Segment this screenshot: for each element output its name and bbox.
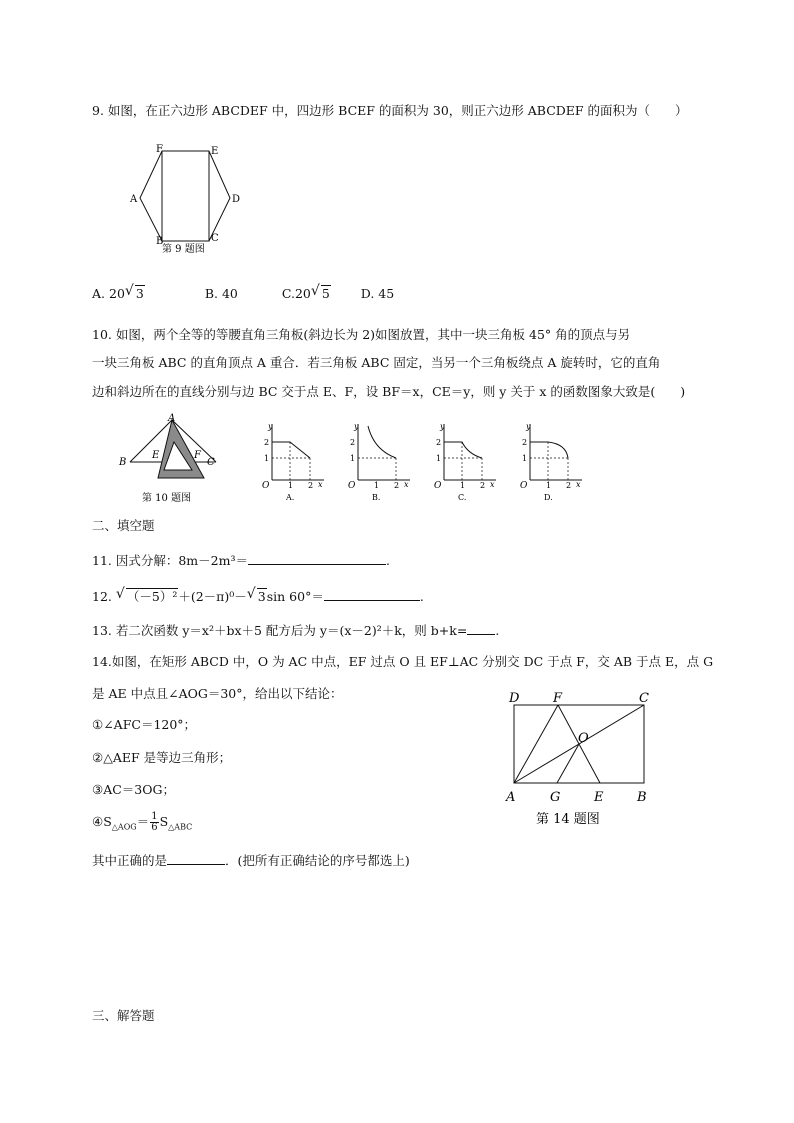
- q10-line3: 边和斜边所在的直线分别与边 BC 交于点 E、F，设 BF＝x，CE＝y，则 y 关于 x 的函数图象大致是( ): [92, 384, 686, 399]
- q14-answer-line: 其中正确的是 ．(把所有正确结论的序号都选上): [92, 853, 410, 868]
- option-b[interactable]: B. 40: [204, 286, 238, 301]
- svg-text:1: 1: [546, 481, 552, 490]
- label-e: E: [152, 450, 160, 461]
- section-2-heading: 二、填空题: [92, 518, 155, 533]
- q11-answer-blank[interactable]: [248, 552, 386, 565]
- q14-conclusion-1: ①∠AFC＝120°；: [92, 717, 197, 732]
- svg-text:F: F: [553, 692, 563, 706]
- svg-text:D: D: [509, 692, 520, 706]
- svg-text:x: x: [318, 480, 323, 489]
- graph-d-label: D.: [544, 493, 553, 502]
- q11: 11. 因式分解：8m－2m³＝ .: [92, 553, 390, 568]
- label-c: C: [207, 457, 215, 468]
- svg-text:C: C: [639, 692, 649, 706]
- svg-text:E: E: [594, 790, 604, 805]
- q14-conclusion-2: ②△AEF 是等边三角形；: [92, 750, 232, 765]
- graph-c-label: C.: [458, 493, 467, 502]
- svg-text:2: 2: [522, 438, 528, 447]
- q10-triangles-figure: [116, 412, 228, 504]
- graph-a-label: A.: [286, 493, 295, 502]
- option-c[interactable]: C.20 √ 5: [281, 283, 330, 301]
- label-b: B: [156, 236, 164, 247]
- graph-b-label: B.: [372, 493, 381, 502]
- label-d: D: [232, 194, 241, 205]
- svg-text:x: x: [490, 480, 495, 489]
- q10-graph-a[interactable]: [258, 420, 328, 502]
- q10-line1: 10. 如图，两个全等的等腰直角三角板(斜边长为 2)如图放置，其中一块三角板 45° 角的顶点与另: [92, 327, 631, 342]
- svg-text:O: O: [262, 481, 270, 491]
- q14-conclusion-3: ③AC＝3OG；: [92, 782, 175, 797]
- svg-text:y: y: [354, 422, 359, 431]
- svg-text:G: G: [550, 790, 561, 805]
- q13-answer-blank[interactable]: [467, 622, 495, 635]
- segment-af: [514, 705, 558, 783]
- option-d[interactable]: D. 45: [360, 286, 395, 301]
- svg-text:1: 1: [460, 481, 466, 490]
- svg-text:1: 1: [522, 454, 528, 463]
- hexagon-shape: [140, 151, 230, 241]
- svg-text:2: 2: [264, 438, 270, 447]
- svg-text:O: O: [578, 731, 589, 746]
- q14-caption: 第 14 题图: [536, 812, 600, 827]
- label-c: C: [211, 233, 219, 244]
- svg-text:x: x: [404, 480, 409, 489]
- label-b: B: [119, 457, 127, 468]
- svg-text:x: x: [576, 480, 581, 489]
- q14-rectangle-figure: [500, 692, 660, 832]
- section-3-heading: 三、解答题: [92, 1008, 155, 1023]
- svg-text:1: 1: [288, 481, 294, 490]
- svg-text:1: 1: [436, 454, 442, 463]
- svg-text:O: O: [348, 481, 356, 491]
- q9-hexagon-figure: [126, 140, 246, 258]
- svg-text:1: 1: [374, 481, 380, 490]
- svg-text:A: A: [506, 790, 516, 805]
- q14-answer-blank[interactable]: [167, 852, 225, 865]
- q10-graph-d[interactable]: [516, 420, 586, 502]
- svg-text:2: 2: [436, 438, 442, 447]
- q10-graph-b[interactable]: [344, 420, 414, 502]
- q14-conclusion-4: $④S_{\triangle AOG}=$ $\frac{1}{6}$ $S_{\triangle ABC}$: [92, 811, 193, 833]
- q10-line2: 一块三角板 ABC 的直角顶点 A 重合．若三角板 ABC 固定，当另一个三角板绕点 A 旋转时，它的直角: [92, 355, 661, 370]
- label-f: F: [194, 450, 201, 461]
- q9-options: [92, 283, 395, 302]
- option-a[interactable]: A. 20 √ 3: [92, 283, 144, 301]
- svg-text:2: 2: [350, 438, 356, 447]
- svg-text:1: 1: [350, 454, 356, 463]
- q9-caption: 第 9 题图: [162, 244, 205, 255]
- svg-text:1: 1: [264, 454, 270, 463]
- q12-answer-blank[interactable]: [324, 588, 420, 601]
- svg-text:B: B: [637, 790, 647, 805]
- q14-line1: 14.如图，在矩形 ABCD 中，O 为 AC 中点，EF 过点 O 且 EF⊥AC 分别交 DC 于点 F，交 AB 于点 E，点 G: [92, 654, 714, 669]
- svg-text:O: O: [520, 481, 528, 491]
- label-a: A: [168, 413, 176, 424]
- q10-graph-c[interactable]: [430, 420, 500, 502]
- svg-text:y: y: [268, 422, 273, 431]
- svg-text:y: y: [526, 422, 531, 431]
- label-a: A: [130, 194, 138, 205]
- q13: 13. 若二次函数 y＝x²＋bx＋5 配方后为 y＝(x－2)²＋k，则 b+k= .: [92, 623, 500, 638]
- svg-text:2: 2: [480, 481, 486, 490]
- svg-text:y: y: [440, 422, 445, 431]
- q9-text: 9. 如图，在正六边形 ABCDEF 中，四边形 BCEF 的面积为 30，则正六边形 ABCDEF 的面积为（ ）: [92, 103, 688, 118]
- q14-line2: 是 AE 中点且∠AOG＝30°，给出以下结论：: [92, 686, 343, 701]
- svg-text:2: 2: [308, 481, 314, 490]
- q10-caption: 第 10 题图: [142, 493, 192, 504]
- svg-text:2: 2: [566, 481, 572, 490]
- label-f: F: [156, 144, 163, 155]
- segment-go: [557, 744, 579, 783]
- q12: 12. √ （－5）²＋(2－π)⁰－ √ 3sin 60°＝ .: [92, 586, 424, 604]
- svg-text:O: O: [434, 481, 442, 491]
- label-e: E: [211, 146, 219, 157]
- svg-text:2: 2: [394, 481, 400, 490]
